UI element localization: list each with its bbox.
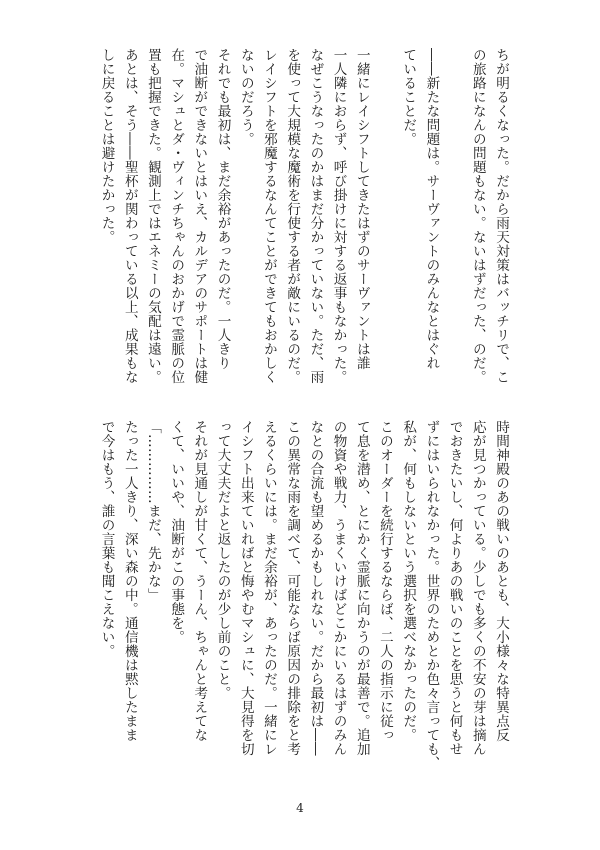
text-line: なとの合流も望めるかもしれない。だから最初は―― — [307, 420, 324, 756]
text-line: でおきたいし、何よりあの戦いのことを思うと何もせ — [446, 420, 463, 756]
text-line: を使って大規模な魔術を行使する者が敵にいるのだ。 — [284, 48, 301, 384]
text-line: で油断ができないとはいえ、カルデアのサポートは健 — [191, 48, 208, 384]
text-line: 在。マシュとダ・ヴィンチちゃんのおかげで霊脈の位 — [168, 48, 185, 384]
text-line: あとは、そう――聖杯が関わっている以上、成果もな — [121, 48, 138, 384]
text-line: イシフト出来ていればと悔やむマシュに、大見得を切 — [237, 420, 254, 756]
text-line: えるくらいには。まだ余裕が、あったのだ。一緒にレ — [260, 420, 277, 756]
text-line: なぜこうなったのかはまだ分かっていない。ただ、雨 — [307, 48, 324, 384]
page-number: 4 — [296, 801, 304, 815]
text-line: ――新たな問題は。サーヴァントのみんなとはぐれ — [423, 48, 440, 370]
text-line: て息を潜め、とにかく霊脈に向かうのが最善で。追加 — [353, 420, 370, 756]
text-line: しに戻ることは避けたかった。 — [98, 48, 115, 244]
text-line: くて、いいや、油断がこの事態を。 — [168, 420, 185, 644]
text-line: 一人隣におらず、呼び掛けに対する返事もなかった。 — [330, 48, 347, 384]
text-line: 置も把握できた。観測上ではエネミーの気配は遠い。 — [144, 48, 161, 384]
text-line: で今はもう、誰の言葉も聞こえない。 — [98, 420, 115, 658]
text-line: レイシフトを邪魔するなんてことができてもおかしく — [260, 48, 277, 384]
text-line: って大丈夫だよと返したのが少し前のこと。 — [214, 420, 231, 700]
text-line: ていることだ。 — [400, 48, 417, 146]
text-line: この異常な雨を調べて、可能ならば原因の排除をと考 — [284, 420, 301, 756]
text-line: ずにはいられなかった。世界のためとか色々言っても、 — [423, 420, 440, 770]
text-line: ちが明るくなった。だから雨天対策はバッチリで、こ — [493, 48, 509, 384]
text-line: の物資や戦力、うまくいけばどこかにいるはずのみん — [330, 420, 347, 756]
text-line: 「……………まだ、先かな」 — [144, 420, 161, 602]
text-line: 時間神殿のあの戦いのあとも、大小様々な特異点反 — [493, 420, 509, 742]
text-line: 応が見つかっている。少しでも多くの不安の芽は摘ん — [469, 420, 486, 756]
text-line: の旅路になんの問題もない。ないはずだった、のだ。 — [469, 48, 486, 384]
text-line: ないのだろう。 — [237, 48, 254, 146]
text-line: それでも最初は、まだ余裕があったのだ。一人きり — [214, 48, 231, 370]
text-line: 私が、何もしないという選択を選べなかったのだ。 — [400, 420, 417, 742]
lower-text-block — [98, 420, 512, 770]
text-line: このオーダーを続行するならば、二人の指示に従っ — [376, 420, 393, 742]
text-line: たった一人きり、深い森の中。通信機は黙したまま — [121, 420, 138, 742]
text-line — [442, 48, 465, 366]
text-line: 一緒にレイシフトしてきたはずのサーヴァントは誰 — [353, 48, 370, 370]
text-line — [373, 48, 396, 366]
text-line: それが見通しが甘くて、うーん、ちゃんと考えてな — [191, 420, 208, 742]
upper-text-block — [98, 48, 512, 384]
